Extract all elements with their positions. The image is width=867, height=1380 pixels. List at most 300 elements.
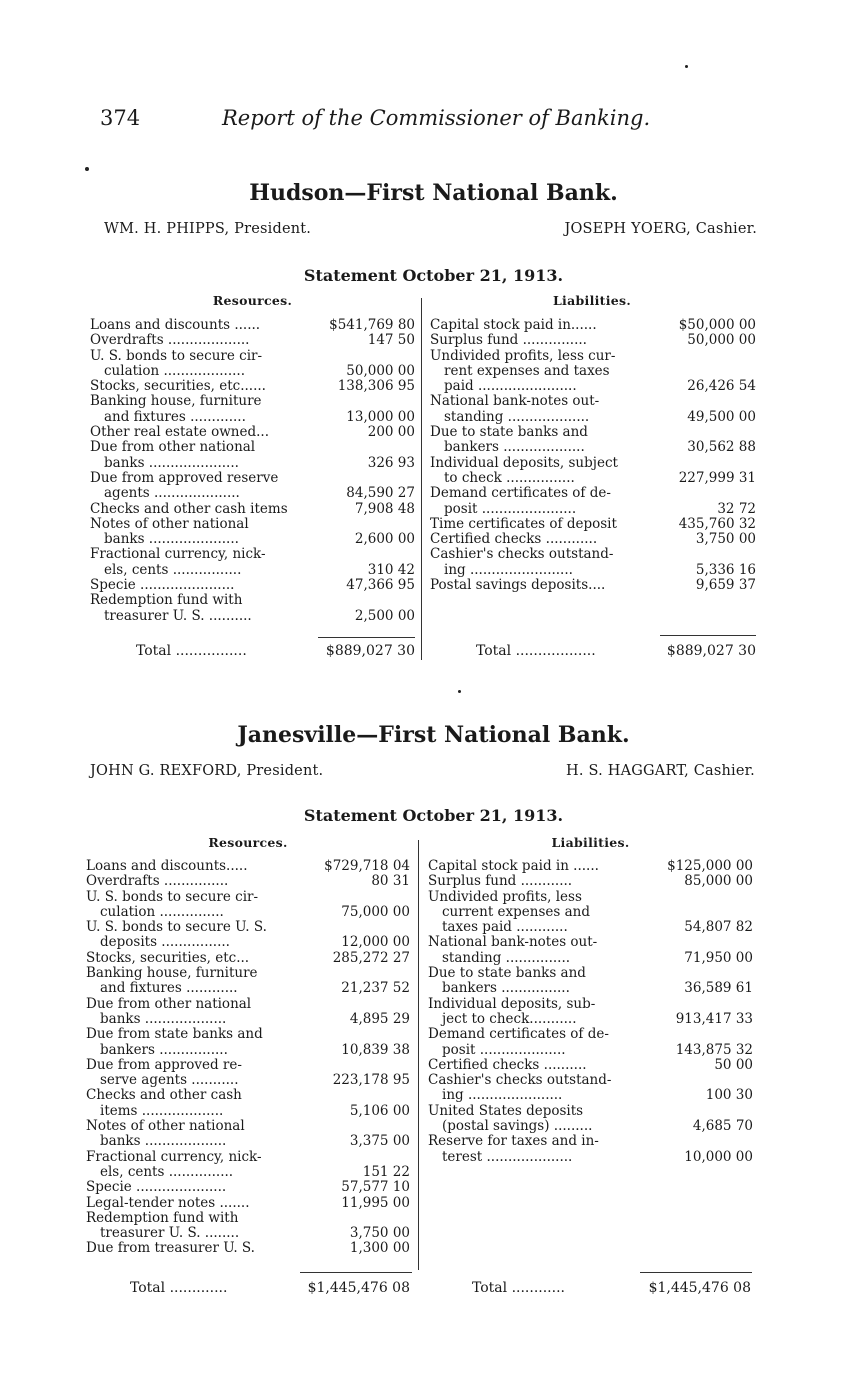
item-line: [90, 456, 415, 471]
item-amount: 10,000 00: [684, 1148, 753, 1165]
column-divider: [418, 840, 419, 1270]
resources-total-label: Total .............: [130, 1280, 228, 1296]
item-line: [428, 966, 753, 981]
resources-total: $889,027 30: [325, 643, 415, 659]
item-amount: 49,500 00: [687, 408, 756, 425]
liability-item: [430, 578, 756, 593]
resource-item: [86, 874, 410, 889]
item-line: [428, 1104, 753, 1119]
item-label: Loans and discounts.....: [86, 858, 248, 874]
item-label: Cashier's checks outstand-: [430, 546, 614, 563]
item-amount: 32 72: [717, 500, 756, 517]
item-label: Specie ......................: [90, 577, 235, 594]
item-amount: $729,718 04: [324, 858, 410, 874]
item-label: treasurer U. S. ..........: [104, 607, 252, 624]
item-amount: 200 00: [367, 424, 415, 441]
item-label: bankers ................: [100, 1041, 228, 1058]
item-amount: 5,106 00: [349, 1102, 410, 1119]
item-line: [86, 1012, 410, 1027]
resource-item: [86, 1196, 410, 1211]
item-label: Postal savings deposits....: [430, 577, 606, 594]
item-line: [86, 1150, 410, 1165]
resource-item: [90, 578, 415, 593]
liability-item: [430, 318, 756, 333]
item-amount: 3,750 00: [349, 1225, 410, 1242]
resource-item: [86, 1027, 410, 1058]
item-line: [428, 1134, 753, 1149]
item-amount: 4,895 29: [349, 1010, 410, 1027]
item-label: Checks and other cash items: [90, 500, 288, 517]
item-amount: 57,577 10: [341, 1179, 410, 1196]
bank-title: Hudson—First National Bank.: [249, 180, 618, 206]
liability-item: [428, 859, 753, 874]
item-amount: 147 50: [367, 332, 415, 349]
item-label: Overdrafts ...............: [86, 873, 229, 890]
liability-item: [428, 1134, 753, 1165]
resource-item: [86, 1119, 410, 1150]
item-line: [86, 1027, 410, 1042]
ink-speck: [458, 690, 461, 693]
item-line: [90, 394, 415, 409]
item-label: Due from other national: [86, 995, 252, 1012]
item-label: to check ................: [444, 469, 575, 486]
item-label: banks .....................: [104, 454, 239, 471]
item-amount: 54,807 82: [684, 919, 753, 936]
item-label: Demand certificates of de-: [430, 485, 611, 502]
item-label: Due from approved reserve: [90, 469, 279, 486]
resource-item: [86, 890, 410, 921]
item-label: Time certificates of deposit: [430, 515, 617, 532]
item-label: banks .....................: [104, 531, 239, 548]
total-rule: [640, 1272, 752, 1273]
liability-item: [428, 935, 753, 966]
item-line: [430, 349, 756, 364]
item-label: Undivided profits, less cur-: [430, 347, 616, 364]
item-line: [90, 425, 415, 440]
item-label: National bank-notes out-: [430, 393, 600, 410]
item-line: [86, 1088, 410, 1103]
item-line: [430, 394, 756, 409]
liabilities-total: $889,027 30: [666, 643, 756, 659]
item-amount: 138,306 95: [337, 378, 415, 395]
item-amount: 2,500 00: [354, 607, 415, 624]
item-label: Capital stock paid in ......: [428, 858, 599, 874]
item-line: [430, 547, 756, 562]
statement-date: Statement October 21, 1913.: [303, 806, 564, 825]
item-line: [430, 440, 756, 455]
item-label: Certified checks ..........: [428, 1056, 587, 1073]
item-label: Cashier's checks outstand-: [428, 1072, 612, 1089]
item-line: [86, 890, 410, 905]
item-amount: 3,750 00: [695, 531, 756, 548]
item-label: posit ......................: [444, 500, 577, 517]
item-line: [90, 502, 415, 517]
item-amount: 9,659 37: [695, 577, 756, 594]
item-line: [86, 1119, 410, 1134]
item-label: els, cents ...............: [100, 1163, 234, 1180]
liability-item: [428, 1058, 753, 1073]
item-line: [430, 532, 756, 547]
item-line: [90, 563, 415, 578]
item-line: [86, 1211, 410, 1226]
item-line: [86, 966, 410, 981]
resource-item: [86, 1150, 410, 1181]
item-amount: 71,950 00: [684, 949, 753, 966]
item-amount: 12,000 00: [341, 934, 410, 951]
item-line: [90, 440, 415, 455]
bank-title: Janesville—First National Bank.: [237, 722, 630, 748]
item-line: [90, 364, 415, 379]
resources-total: $1,445,476 08: [307, 1280, 410, 1296]
item-label: items ...................: [100, 1102, 224, 1119]
resource-item: [90, 394, 415, 425]
item-amount: 13,000 00: [346, 408, 415, 425]
item-label: deposits ................: [100, 934, 230, 951]
item-label: standing ...................: [444, 408, 590, 425]
resource-item: [86, 966, 410, 997]
item-line: [86, 1058, 410, 1073]
item-amount: 47,366 95: [346, 577, 415, 594]
item-amount: 227,999 31: [678, 469, 756, 486]
item-line: [90, 593, 415, 608]
item-line: [430, 578, 756, 593]
item-line: [428, 1012, 753, 1027]
item-label: Specie .....................: [86, 1179, 227, 1196]
item-label: Individual deposits, subject: [430, 454, 618, 471]
item-label: Due from approved re-: [86, 1056, 242, 1073]
item-amount: 21,237 52: [341, 980, 410, 997]
resource-item: [86, 1211, 410, 1242]
item-label: current expenses and: [442, 903, 591, 920]
item-label: Redemption fund with: [90, 592, 243, 609]
resource-item: [90, 349, 415, 380]
item-amount: $541,769 80: [329, 317, 415, 333]
item-line: [428, 905, 753, 920]
item-label: taxes paid ............: [442, 919, 568, 936]
item-amount: 151 22: [362, 1163, 410, 1180]
item-label: Due from treasurer U. S.: [86, 1240, 255, 1257]
item-label: Due from state banks and: [86, 1026, 263, 1043]
item-line: [86, 997, 410, 1012]
item-line: [86, 1104, 410, 1119]
item-line: [86, 1226, 410, 1241]
liability-item: [428, 966, 753, 997]
item-line: [428, 1150, 753, 1165]
liability-item: [430, 517, 756, 532]
resources-header: Resources.: [208, 835, 288, 850]
total-rule: [660, 635, 756, 636]
item-label: terest ....................: [442, 1148, 573, 1165]
item-amount: 100 30: [705, 1087, 753, 1104]
item-line: [86, 981, 410, 996]
item-line: [428, 951, 753, 966]
resource-item: [90, 517, 415, 548]
statement-date: Statement October 21, 1913.: [303, 266, 564, 285]
item-line: [430, 318, 756, 333]
item-line: [428, 981, 753, 996]
item-label: Banking house, furniture: [90, 393, 262, 410]
item-label: Undivided profits, less: [428, 888, 582, 905]
item-label: Surplus fund ............: [428, 873, 573, 890]
item-amount: 50 00: [714, 1056, 753, 1073]
liability-item: [430, 349, 756, 395]
item-line: [90, 379, 415, 394]
item-amount: 310 42: [367, 561, 415, 578]
item-line: [90, 517, 415, 532]
item-label: banks ...................: [100, 1133, 227, 1150]
liabilities-total-label: Total ............: [472, 1280, 565, 1296]
item-amount: 223,178 95: [332, 1072, 410, 1089]
resource-item: [90, 471, 415, 502]
liability-item: [430, 456, 756, 487]
item-label: serve agents ...........: [100, 1072, 239, 1089]
item-label: United States deposits: [428, 1102, 584, 1119]
page-number: 374: [100, 106, 141, 130]
resource-item: [86, 1088, 410, 1119]
president-name: JOHN G. REXFORD, President.: [90, 763, 324, 779]
item-line: [86, 920, 410, 935]
item-line: [428, 997, 753, 1012]
item-line: [430, 425, 756, 440]
item-label: Due to state banks and: [430, 424, 588, 441]
item-amount: 326 93: [367, 454, 415, 471]
item-line: [90, 349, 415, 364]
item-label: Legal-tender notes .......: [86, 1194, 250, 1211]
item-line: [90, 410, 415, 425]
ink-speck: [685, 65, 688, 68]
item-line: [86, 1165, 410, 1180]
resource-item: [86, 997, 410, 1028]
item-label: bankers ................: [442, 980, 570, 997]
resource-item: [86, 1058, 410, 1089]
item-amount: 75,000 00: [341, 903, 410, 920]
item-label: Certified checks ............: [430, 531, 598, 548]
item-amount: 435,760 32: [678, 515, 756, 532]
resource-item: [90, 333, 415, 348]
item-line: [90, 318, 415, 333]
item-amount: 80 31: [371, 873, 410, 890]
item-line: [86, 1180, 410, 1195]
item-line: [430, 471, 756, 486]
resources-column: [86, 859, 410, 1257]
item-line: [428, 1043, 753, 1058]
cashier-name: H. S. HAGGART, Cashier.: [566, 763, 755, 779]
item-label: Fractional currency, nick-: [86, 1148, 262, 1165]
item-amount: 913,417 33: [675, 1010, 753, 1027]
item-line: [86, 874, 410, 889]
resource-item: [90, 318, 415, 333]
column-divider: [421, 298, 422, 660]
item-amount: $125,000 00: [667, 858, 753, 874]
item-label: culation ...............: [100, 903, 224, 920]
liability-item: [430, 486, 756, 517]
liabilities-header: Liabilities.: [551, 835, 630, 850]
item-line: [86, 905, 410, 920]
item-line: [428, 935, 753, 950]
resources-header: Resources.: [212, 293, 293, 308]
item-line: [86, 1134, 410, 1149]
item-label: and fixtures .............: [104, 408, 246, 425]
item-label: Checks and other cash: [86, 1087, 242, 1104]
item-label: ing ......................: [442, 1087, 563, 1104]
liabilities-total: $1,445,476 08: [648, 1280, 751, 1296]
item-label: (postal savings) .........: [442, 1118, 593, 1135]
item-line: [430, 456, 756, 471]
item-label: paid .......................: [444, 378, 577, 395]
liability-item: [430, 532, 756, 547]
item-label: Overdrafts ...................: [90, 332, 250, 349]
item-label: treasurer U. S. ........: [100, 1225, 240, 1242]
liability-item: [430, 394, 756, 425]
item-line: [90, 532, 415, 547]
item-label: Fractional currency, nick-: [90, 546, 266, 563]
item-amount: 36,589 61: [684, 980, 753, 997]
item-line: [430, 502, 756, 517]
item-amount: 85,000 00: [684, 873, 753, 890]
item-line: [90, 547, 415, 562]
liabilities-column: [430, 318, 756, 593]
item-line: [428, 1027, 753, 1042]
item-line: [428, 1119, 753, 1134]
item-amount: 10,839 38: [341, 1041, 410, 1058]
resources-column: [90, 318, 415, 624]
item-label: Reserve for taxes and in-: [428, 1133, 599, 1150]
item-line: [428, 920, 753, 935]
item-label: banks ...................: [100, 1010, 227, 1027]
item-line: [90, 333, 415, 348]
item-label: Demand certificates of de-: [428, 1026, 609, 1043]
liability-item: [430, 425, 756, 456]
resource-item: [86, 1180, 410, 1195]
item-line: [430, 364, 756, 379]
item-amount: 5,336 16: [695, 561, 756, 578]
ink-speck: [85, 167, 89, 171]
item-amount: 50,000 00: [346, 362, 415, 379]
resource-item: [90, 379, 415, 394]
item-label: els, cents ................: [104, 561, 242, 578]
item-amount: 1,300 00: [349, 1240, 410, 1257]
item-label: culation ...................: [104, 362, 246, 379]
item-label: Notes of other national: [90, 515, 249, 532]
item-line: [430, 486, 756, 501]
item-label: Other real estate owned...: [90, 424, 270, 441]
item-label: posit ....................: [442, 1041, 566, 1058]
liabilities-total-label: Total ..................: [476, 643, 596, 659]
item-amount: 143,875 32: [675, 1041, 753, 1058]
item-label: Due to state banks and: [428, 965, 586, 982]
liability-item: [428, 997, 753, 1028]
liability-item: [428, 874, 753, 889]
item-label: U. S. bonds to secure cir-: [86, 888, 259, 905]
item-line: [90, 471, 415, 486]
item-label: Stocks, securities, etc...: [86, 949, 250, 966]
resource-item: [90, 440, 415, 471]
item-line: [90, 578, 415, 593]
item-label: U. S. bonds to secure U. S.: [86, 919, 267, 936]
item-label: agents ....................: [104, 485, 240, 502]
resource-item: [86, 859, 410, 874]
item-label: bankers ...................: [444, 439, 585, 456]
cashier-name: JOSEPH YOERG, Cashier.: [564, 221, 757, 237]
total-rule: [318, 637, 415, 638]
item-line: [86, 1196, 410, 1211]
item-label: Stocks, securities, etc......: [90, 378, 266, 395]
item-amount: 84,590 27: [346, 485, 415, 502]
item-line: [86, 1043, 410, 1058]
item-line: [86, 951, 410, 966]
item-line: [428, 1088, 753, 1103]
item-line: [428, 1073, 753, 1088]
item-line: [428, 1058, 753, 1073]
item-amount: $50,000 00: [678, 317, 756, 333]
president-name: WM. H. PHIPPS, President.: [104, 221, 312, 237]
item-line: [428, 874, 753, 889]
running-title: Report of the Commissioner of Banking.: [222, 106, 651, 130]
item-amount: 11,995 00: [341, 1194, 410, 1211]
item-line: [86, 859, 410, 874]
item-amount: 4,685 70: [692, 1118, 753, 1135]
resource-item: [90, 547, 415, 578]
resource-item: [86, 920, 410, 951]
item-label: rent expenses and taxes: [444, 362, 610, 379]
item-amount: 30,562 88: [687, 439, 756, 456]
item-label: ing ........................: [444, 561, 573, 578]
liability-item: [428, 890, 753, 936]
item-amount: 2,600 00: [354, 531, 415, 548]
item-amount: 26,426 54: [687, 378, 756, 395]
item-line: [86, 1241, 410, 1256]
item-label: U. S. bonds to secure cir-: [90, 347, 263, 364]
item-amount: 7,908 48: [354, 500, 415, 517]
liability-item: [430, 333, 756, 348]
liability-item: [428, 1027, 753, 1058]
item-amount: 50,000 00: [687, 332, 756, 349]
resource-item: [90, 502, 415, 517]
item-line: [430, 517, 756, 532]
item-line: [430, 379, 756, 394]
item-line: [86, 935, 410, 950]
item-line: [428, 859, 753, 874]
liabilities-header: Liabilities.: [552, 293, 632, 308]
item-label: Due from other national: [90, 439, 256, 456]
item-line: [90, 486, 415, 501]
item-line: [428, 890, 753, 905]
resources-total-label: Total ................: [136, 643, 247, 659]
item-line: [430, 333, 756, 348]
item-line: [430, 563, 756, 578]
resource-item: [86, 951, 410, 966]
liabilities-column: [428, 859, 753, 1165]
item-amount: 3,375 00: [349, 1133, 410, 1150]
item-line: [430, 410, 756, 425]
item-label: Loans and discounts ......: [90, 317, 261, 333]
liability-item: [430, 547, 756, 578]
liability-item: [428, 1104, 753, 1135]
item-label: Individual deposits, sub-: [428, 995, 596, 1012]
item-line: [86, 1073, 410, 1088]
item-label: Redemption fund with: [86, 1209, 239, 1226]
resource-item: [90, 425, 415, 440]
resource-item: [90, 593, 415, 624]
item-label: Notes of other national: [86, 1118, 245, 1135]
item-label: ject to check...........: [442, 1010, 577, 1027]
item-label: National bank-notes out-: [428, 934, 598, 951]
liability-item: [428, 1073, 753, 1104]
item-label: Capital stock paid in......: [430, 317, 597, 333]
item-line: [90, 609, 415, 624]
total-rule: [300, 1272, 412, 1273]
item-label: Surplus fund ...............: [430, 332, 587, 349]
